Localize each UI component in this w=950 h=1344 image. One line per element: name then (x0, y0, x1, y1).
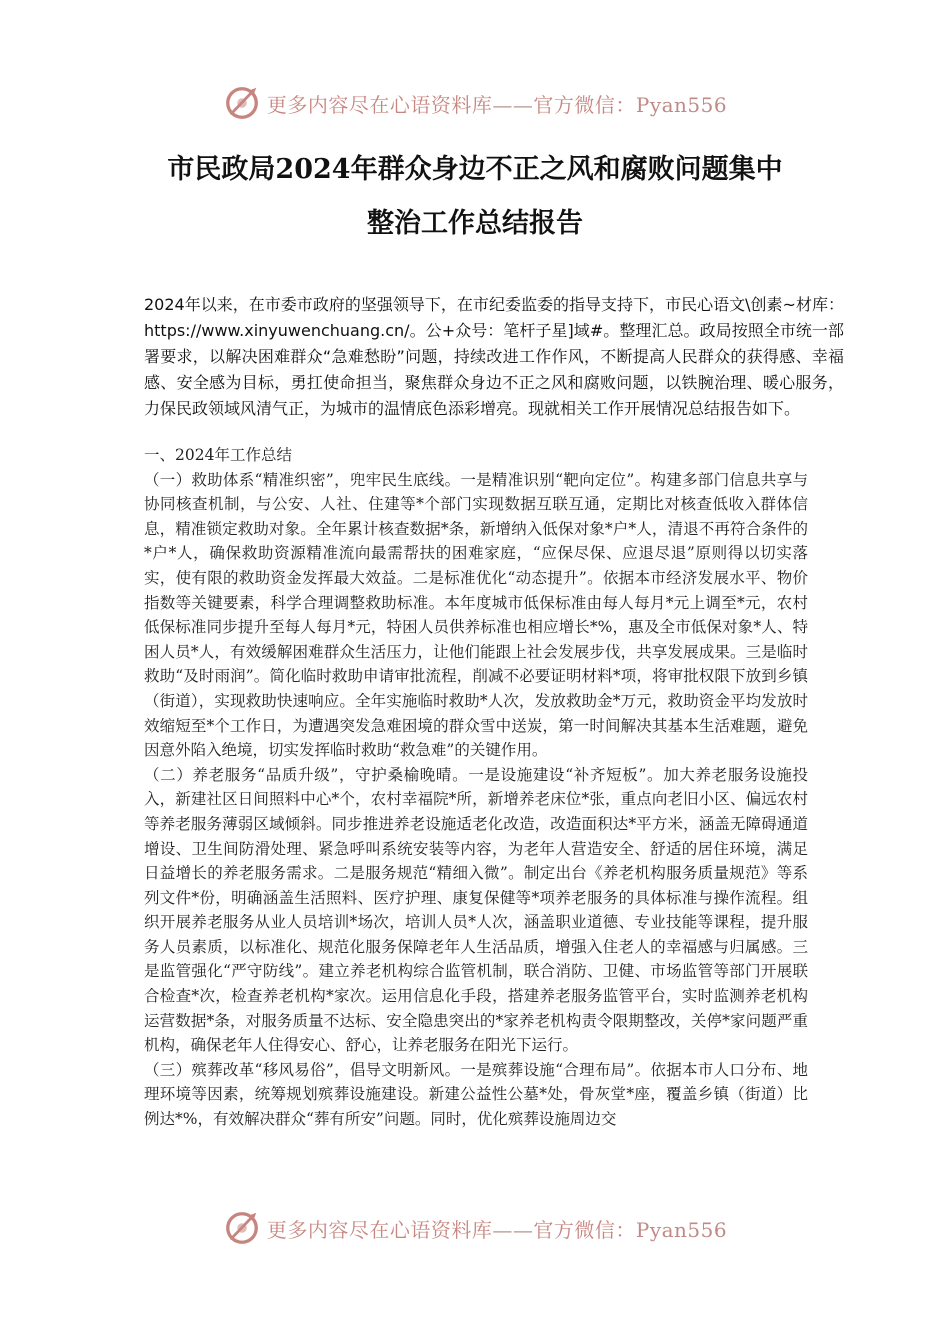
watermark-banner-bottom (0, 1205, 950, 1251)
title-line-1: 市民政局2024年群众身边不正之风和腐败问题集中 (167, 154, 783, 185)
document-title (60, 143, 890, 251)
watermark-wechat-id: Pyan556 (635, 1217, 728, 1242)
watermark-text: 更多内容尽在心语资料库 (266, 92, 493, 117)
watermark-wechat-id: Pyan556 (635, 92, 728, 117)
watermark-separator: —— (492, 92, 534, 117)
watermark-wechat-label: 官方微信： (533, 92, 636, 117)
watermark-wechat-label: 官方微信： (533, 1217, 636, 1242)
body-paragraph-3: （三）殡葬改革“移风易俗”，倡导文明新风。一是殡葬设施“合理布局”。依据本市人口分布、地理环境等因素，统筹规划殡葬设施建设。新建公益性公墓*处，骨灰堂*座，覆盖乡镇（街道）比例达*%，有效解决群众“葬有所安”问题。同时，优化殡葬设施周边交 (144, 1060, 808, 1129)
brush-logo-icon (223, 1209, 261, 1247)
intro-paragraph: 2024年以来，在市委市政府的坚强领导下，在市纪委监委的指导支持下，市民心语文\创素~材库：https://www.xinyuwenchuang.cn/。公+众号：笔杆子星]域#。整理汇总。政局按照全市统一部署要求，以解决困难群众“急难愁盼”问题，持续改进工作作风，不断提高人民群众的获得感、幸福感、安全感为目标，勇扛使命担当，聚焦群众身边不正之风和腐败问题，以铁腕治理、暖心服务，力保民政领域风清气正，为城市的温情底色添彩增亮。现就相关工作开展情况总结报告如下。 (144, 295, 844, 418)
document-body (144, 443, 808, 1132)
section-heading: 一、2024年工作总结 (144, 446, 292, 464)
brush-logo-icon (223, 84, 261, 122)
title-line-2: 整治工作总结报告 (367, 208, 583, 239)
body-paragraph-1: （一）救助体系“精准织密”，兜牢民生底线。一是精准识别“靶向定位”。构建多部门信息共享与协同核查机制，与公安、人社、住建等*个部门实现数据互联互通，定期比对核查低收入群体信息，精准锁定救助对象。全年累计核查数据*条，新增纳入低保对象*户*人，清退不再符合条件的*户*人，确保救助资源精准流向最需帮扶的困难家庭，“应保尽保、应退尽退”原则得以切实落实，使有限的救助资金发挥最大效益。二是标准优化“动态提升”。依据本市经济发展水平、物价指数等关键要素，科学合理调整救助标准。本年度城市低保标准由每人每月*元上调至*元，农村低保标准同步提升至每人每月*元，特困人员供养标准也相应增长*%，惠及全市低保对象*人、特困人员*人，有效缓解困难群众生活压力，让他们能跟上社会发展步伐，共享发展成果。三是临时救助“及时雨润”。简化临时救助申请审批流程，削减不必要证明材料*项，将审批权限下放到乡镇（街道），实现救助快速响应。全年实施临时救助*人次，发放救助金*万元，救助资金平均发放时效缩短至*个工作日，为遭遇突发急难困境的群众雪中送炭，第一时间解决其基本生活难题，避免因意外陷入绝境，切实发挥临时救助“救急难”的关键作用。 (144, 470, 808, 760)
watermark-banner-top (0, 80, 950, 126)
watermark-separator: —— (492, 1217, 534, 1242)
body-paragraph-2: （二）养老服务“品质升级”，守护桑榆晚晴。一是设施建设“补齐短板”。加大养老服务设施投入，新建社区日间照料中心*个，农村幸福院*所，新增养老床位*张，重点向老旧小区、偏远农村等养老服务薄弱区域倾斜。同步推进养老设施适老化改造，改造面积达*平方米，涵盖无障碍通道增设、卫生间防滑处理、紧急呼叫系统安装等内容，为老年人营造安全、舒适的居住环境，满足日益增长的养老服务需求。二是服务规范“精细入微”。制定出台《养老机构服务质量规范》等系列文件*份，明确涵盖生活照料、医疗护理、康复保健等*项养老服务的具体标准与操作流程。组织开展养老服务从业人员培训*场次，培训人员*人次，涵盖职业道德、专业技能等课程，提升服务人员素质，以标准化、规范化服务保障老年人生活品质，增强入住老人的幸福感与归属感。三是监管强化“严守防线”。建立养老机构综合监管机制，联合消防、卫健、市场监管等部门开展联合检查*次，检查养老机构*家次。运用信息化手段，搭建养老服务监管平台，实时监测养老机构运营数据*条，对服务质量不达标、安全隐患突出的*家养老机构责令限期整改，关停*家问题严重机构，确保老年人住得安心、舒心，让养老服务在阳光下运行。 (144, 765, 808, 1055)
watermark-text: 更多内容尽在心语资料库 (266, 1217, 493, 1242)
